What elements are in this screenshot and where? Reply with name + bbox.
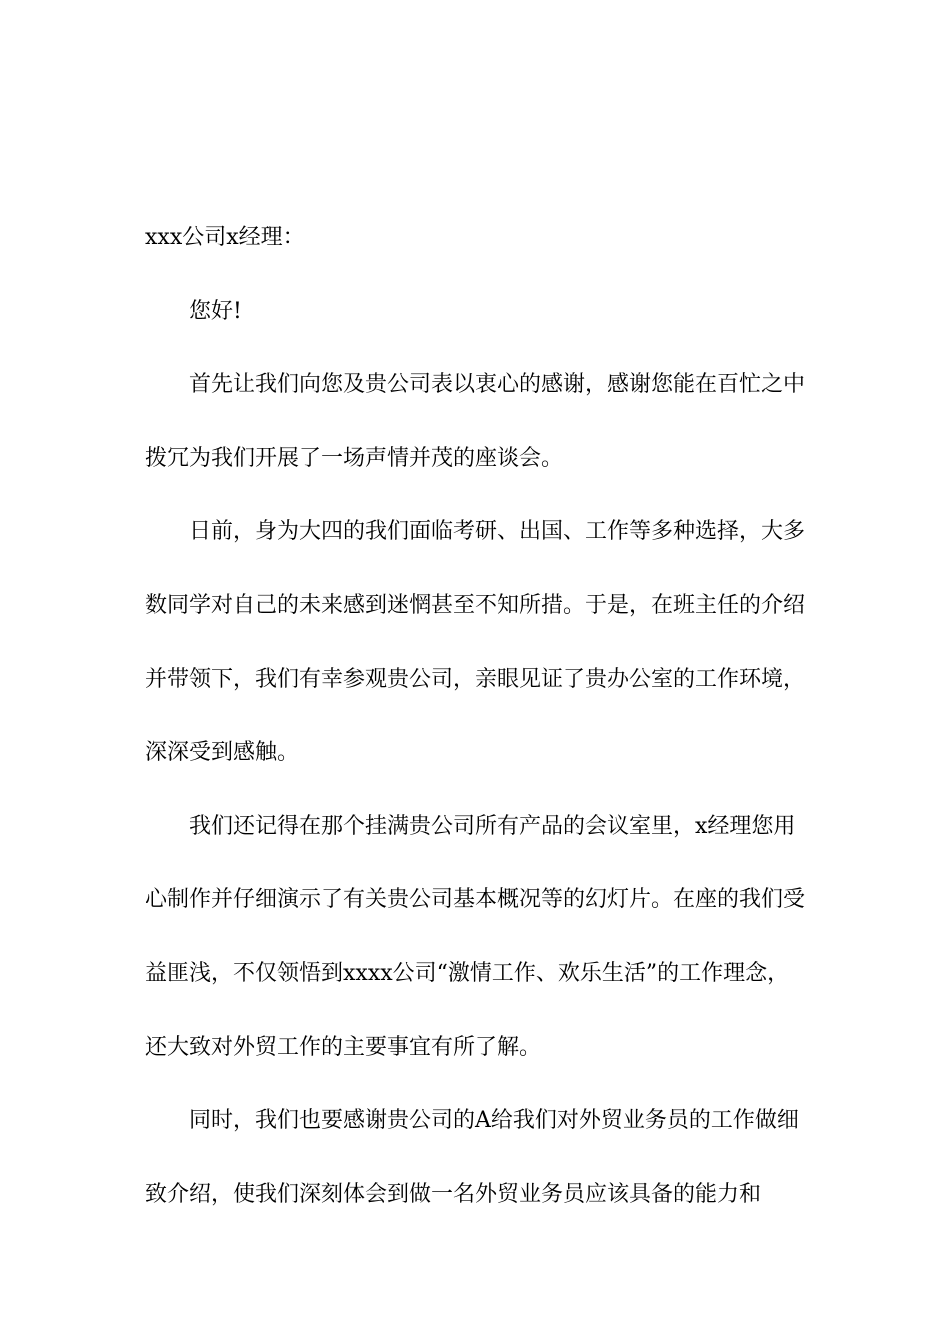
paragraph-meeting-room: 我们还记得在那个挂满贵公司所有产品的会议室里，x经理您用心制作并仔细演示了有关贵公司基本概况等的幻灯片。在座的我们受益匪浅，不仅领悟到xxxx公司“激情工作、欢乐生活”的工作理念，还大致对外贸工作的主要事宜有所了解。 [145, 813, 806, 1060]
salutation: xxx公司x经理： [145, 225, 305, 250]
paragraph-thanks: 首先让我们向您及贵公司表以衷心的感谢，感谢您能在百忙之中拨冗为我们开展了一场声情并茂的座谈会。 [145, 372, 806, 471]
greeting: 您好! [189, 298, 242, 324]
paragraph-introduction: 同时，我们也要感谢贵公司的A给我们对外贸业务员的工作做细致介绍，使我们深刻体会到做一名外贸业务员应该具备的能力和 [145, 1108, 799, 1207]
letter-body [145, 201, 807, 1231]
paragraph-visit: 日前，身为大四的我们面临考研、出国、工作等多种选择，大多数同学对自己的未来感到迷惘甚至不知所措。于是，在班主任的介绍并带领下，我们有幸参观贵公司，亲眼见证了贵办公室的工作环境，深深受到感触。 [145, 519, 806, 766]
